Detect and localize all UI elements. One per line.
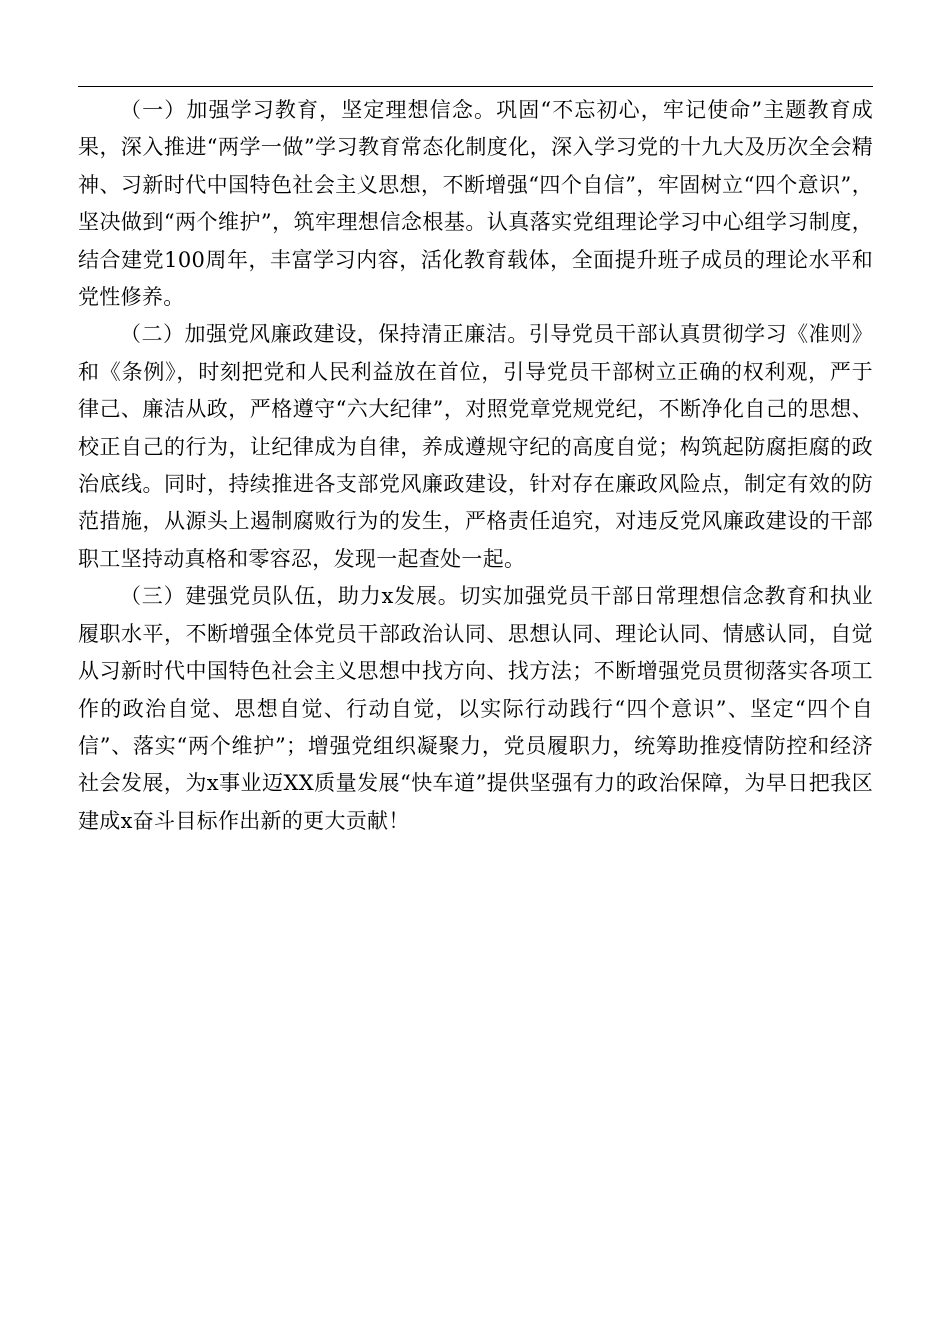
paragraph-party-team: （三）建强党员队伍，助力x发展。切实加强党员干部日常理想信念教育和执业履职水平，不断增强全体党员干部政治认同、思想认同、理论认同、情感认同，自觉从习新时代中国特色社会主义思想中找方向、找方法；不断增强党员贯彻落实各项工作的政治自觉、思想自觉、行动自觉，以实际行动践行“四个意识”、坚定“四个自信”、落实“两个维护”；增强党组织凝聚力，党员履职力，统筹助推疫情防控和经济社会发展，为x事业迈XX质量发展“快车道”提供坚强有力的政治保障，为早日把我区建成x奋斗目标作出新的更大贡献！ — [78, 584, 873, 833]
header-rule — [78, 86, 873, 87]
paragraph-clean-government: （二）加强党风廉政建设，保持清正廉洁。引导党员干部认真贯彻学习《准则》和《条例》，时刻把党和人民利益放在首位，引导党员干部树立正确的权利观，严于律己、廉洁从政，严格遵守“六大纪律”，对照党章党规党纪，不断净化自己的思想、校正自己的行为，让纪律成为自律，养成遵规守纪的高度自觉；构筑起防腐拒腐的政治底线。同时，持续推进各支部党风廉政建设，针对存在廉政风险点，制定有效的防范措施，从源头上遏制腐败行为的发生，严格责任追究，对违反党风廉政建设的干部职工坚持动真格和零容忍，发现一起查处一起。 — [78, 322, 873, 571]
paragraph-study-education: （一）加强学习教育，坚定理想信念。巩固“不忘初心，牢记使命”主题教育成果，深入推进“两学一做”学习教育常态化制度化，深入学习党的十九大及历次全会精神、习新时代中国特色社会主义思想，不断增强“四个自信”，牢固树立“四个意识”，坚决做到“两个维护”，筑牢理想信念根基。认真落实党组理论学习中心组学习制度，结合建党100周年，丰富学习内容，活化教育载体，全面提升班子成员的理论水平和党性修养。 — [78, 98, 873, 310]
document-body — [78, 92, 873, 840]
